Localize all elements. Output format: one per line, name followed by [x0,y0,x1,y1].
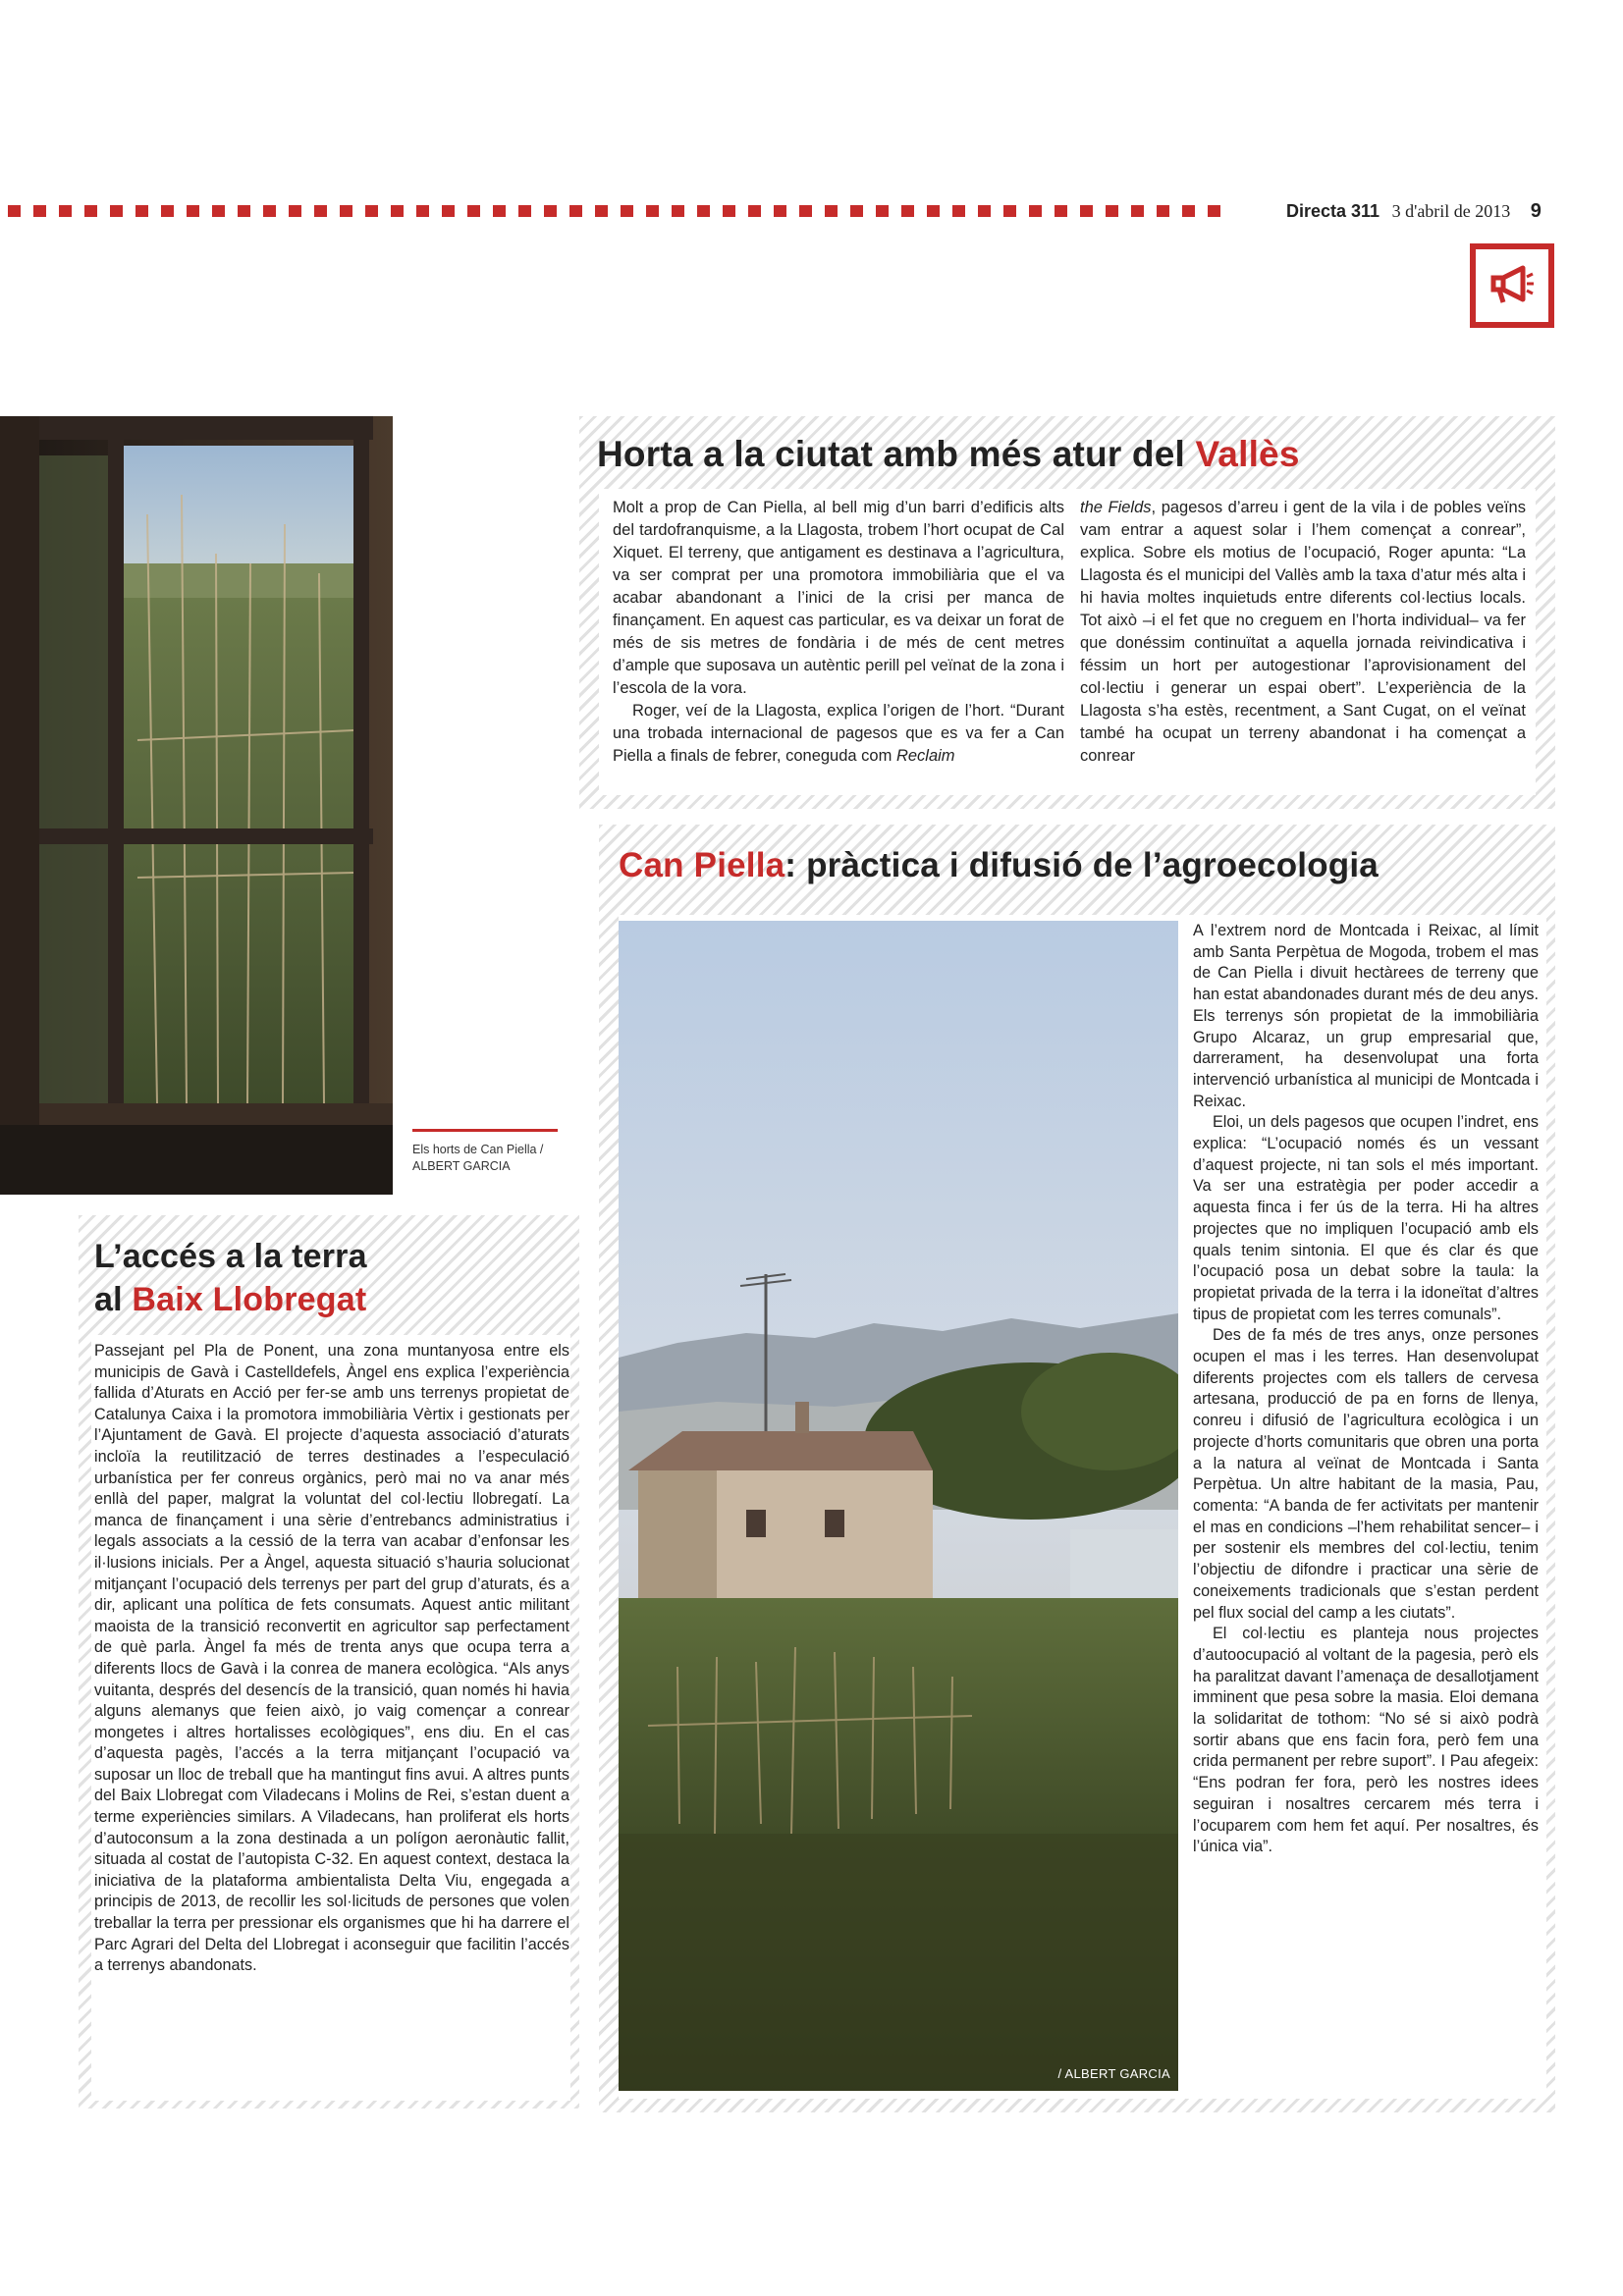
window-photo [0,416,393,1195]
page-header [1286,200,1542,223]
headline-text: : pràctica i difusió de l’agroecologia [784,846,1379,884]
headline-text: Horta a la ciutat amb més atur del [597,434,1196,474]
article-headline [94,1235,367,1321]
headline-highlight: Vallès [1195,434,1300,474]
article-body-panel [91,1335,570,2101]
article-headline [597,434,1300,475]
headline-highlight: Baix Llobregat [132,1281,367,1318]
headline-line-2 [94,1278,367,1321]
article-body-panel [599,489,1536,795]
paragraph [613,700,1064,768]
paragraph: Eloi, un dels pagesos que ocupen l’indret, ens explica: “L’ocupació només és un vessant d’aquest projecte, ni tan sols el més important. Va ser una estratègia per poder accedir a aquesta finca i fer ús de la terra. Hi ha altres projectes que no impliquen l’ocupació amb els quals tenim sintonia. El que és clar és que l’ocupació posa un debat sobre la taula: la propietat privada de la terra i la idoneïtat d’altres tipus de propietat com les terres comunals”. [1193,1113,1539,1323]
paragraph [1080,497,1526,768]
page-number: 9 [1530,200,1542,222]
paragraph: Molt a prop de Can Piella, al bell mig d’un barri d’edificis alts del tardofranquisme, a la Llagosta, trobem l’hort ocupat de Cal Xiquet. El terreny, que antigament es destinava a l’agricultura, va ser comprat per una promotora immobiliària que el va acabar abandonant a l’inici de la crisi per manca de finançament. En aquest cas particular, es va deixar un forat de més de sis metres de fondària i de més de cent metres d’ample que suposava un autèntic perill pel veïnat de la zona i l’escola de la vora. [613,499,1064,697]
article-headline [619,846,1379,885]
farmhouse-photo [619,921,1178,2091]
article-column-1 [613,497,1064,768]
paragraph-text: Roger, veí de la Llagosta, explica l’origen de l’hort. “Durant una trobada internacional de pagesos que es va fer a Can Piella a finals de febrer, coneguda com [613,702,1064,765]
italic-text: Reclaim [895,747,955,765]
italic-text: the Fields [1080,499,1152,516]
headline-text: al [94,1281,133,1318]
article-body-panel [619,915,1546,2099]
paragraph: A l’extrem nord de Montcada i Reixac, al límit amb Santa Perpètua de Mogoda, trobem el mas de Can Piella i divuit hectàrees de terreny que han estat abandonades durant més de deu anys. Els terrenys són propietat de la immobiliària Grupo Alcaraz, un grup empresarial que, darrerament, ha desenvolupat una forta intervenció urbanística al municipi de Montcada i Reixac. [1193,922,1539,1110]
article-acces-terra [79,1215,579,2109]
photo-credit: / ALBERT GARCIA [1057,2066,1170,2081]
paragraph-text: , pagesos d’arreu i gent de la vila i de pobles veïns vam entrar a aquest solar i l’hem començat a conrear”, explica. Sobre els motius de l’ocupació, Roger apunta: “La Llagosta és el municipi del Vallès amb la taxa d’atur més alta i hi havia moltes inquietuds entre diferents col·lectius locals. Tot això –i el fet que no creguem en l’horta individual– va fer que donéssim continuïtat a aquella jornada reivindicativa i féssim un hort per autogestionar l’aprovisionament del col·lectiu i generar un espai obert”. L’experiència de la Llagosta s’ha estès, recentment, a Sant Cugat, on el veïnat també ha ocupat un terreny abandonat i ha començat a conrear [1080,499,1526,765]
article-body: Passejant pel Pla de Ponent, una zona muntanyosa entre els municipis de Gavà i Castelldefels, Àngel ens explica l’experiència fallida d’Aturats en Acció per fer-se amb uns terrenys propietat de Catalunya Caixa i la promotora immobiliària Vèrtix i gestionats per l’Ajuntament de Gavà. El projecte d’aquesta associació d’aturats incloïa la reutilització de terres destinades a l’especulació urbanística per fer conreus orgànics, però mai no va anar més enllà del paper, malgrat la voluntat del col·lectiu llobregatí. La manca de finançament i una sèrie d’entrebancs administratius i legals associats a la cessió de la terra van acabar d’enfonsar les il·lusions inicials. Per a Àngel, aquesta situació s’hauria solucionat mitjançant l’ocupació dels terrenys per part del grup d’aturats, és a dir, aplicant una política de fets consumats. Aquest antic militant maoista de la transició reconvertit en agricultor sap perfectament de què parla. Àngel fa més de trenta anys que ocupa terra a diferents llocs de Gavà i la conrea de manera ecològica. “Als anys vuitanta, després del desencís de la transició, quan només hi havia alguns alemanys que feien això, jo vaig començar a conrear mongetes i altres hortalisses ecològiques”, ens diu. En el cas d’aquesta pagès, l’accés a la terra mitjançant l’ocupació va suposar un lloc de treball que ha mantingut fins avui. A altres punts del Baix Llobregat com Viladecans i Molins de Rei, s’estan duent a terme experiències similars. A Viladecans, han proliferat els horts d’autoconsum a la zona destinada a un polígon aeronàutic fallit, situada al costat de l’autopista C-32. En aquest context, destaca la iniciativa de la plataforma ambientalista Delta Viu, engegada a principis de 2013, de recollir les sol·licituds de persones que volen treballar la terra per pressionar els organismes que hi ha darrere el Parc Agrari del Delta del Llobregat i aconseguir que facilitin l’accés a terrenys abandonats. [94,1342,569,1975]
article-body [1193,921,1539,1858]
paragraph: El col·lectiu es planteja nous projectes d’autoocupació al voltant de la pagesia, però els ha paralitzat davant l’amenaça de desallotjament imminent que pesa sobre la masia. Eloi demana la solidaritat de tothom: “No sé si això podrà sortir abans que ens facin fora, però fem una crida permanent per rebre suport”. I Pau afegeix: “Ens podran fer fora, però les nostres idees seguiran i nosaltres cercarem més terra i l’ocuparem com hem fet aquí. Per nosaltres, és l’única via”. [1193,1625,1539,1856]
headline-line-1: L’accés a la terra [94,1238,367,1275]
article-column-2 [1080,497,1526,768]
publication-name: Directa 311 [1286,201,1380,221]
megaphone-icon [1470,243,1554,328]
article-can-piella [599,825,1555,2112]
paragraph: Des de fa més de tres anys, onze persones ocupen el mas i les terres. Han desenvolupat diferents projectes com els tallers de cervesa artesana, producció de pa en forns de llenya, conreu i difusió de l’agricultura ecològica i un projecte d’horts comunitaris que obren una porta a la natura al veïnat de Montcada i Santa Perpètua. Un altre habitant de la masia, Pau, comenta: “A banda de fer activitats per mantenir el mas en condicions –l’hem rehabilitat sencer– i per sostenir els membres del col·lectiu, tenim l’objectiu de difondre i practicar una sèrie de coneixements tradicionals que s’estan perdent pel flux social del camp a les ciutats”. [1193,1326,1539,1622]
headline-highlight: Can Piella [619,846,785,884]
photo-caption: Els horts de Can Piella / ALBERT GARCIA [412,1129,558,1175]
issue-date: 3 d'abril de 2013 [1391,201,1511,221]
article-horta-ciutat [579,416,1555,809]
header-dash-rule [8,205,1223,217]
